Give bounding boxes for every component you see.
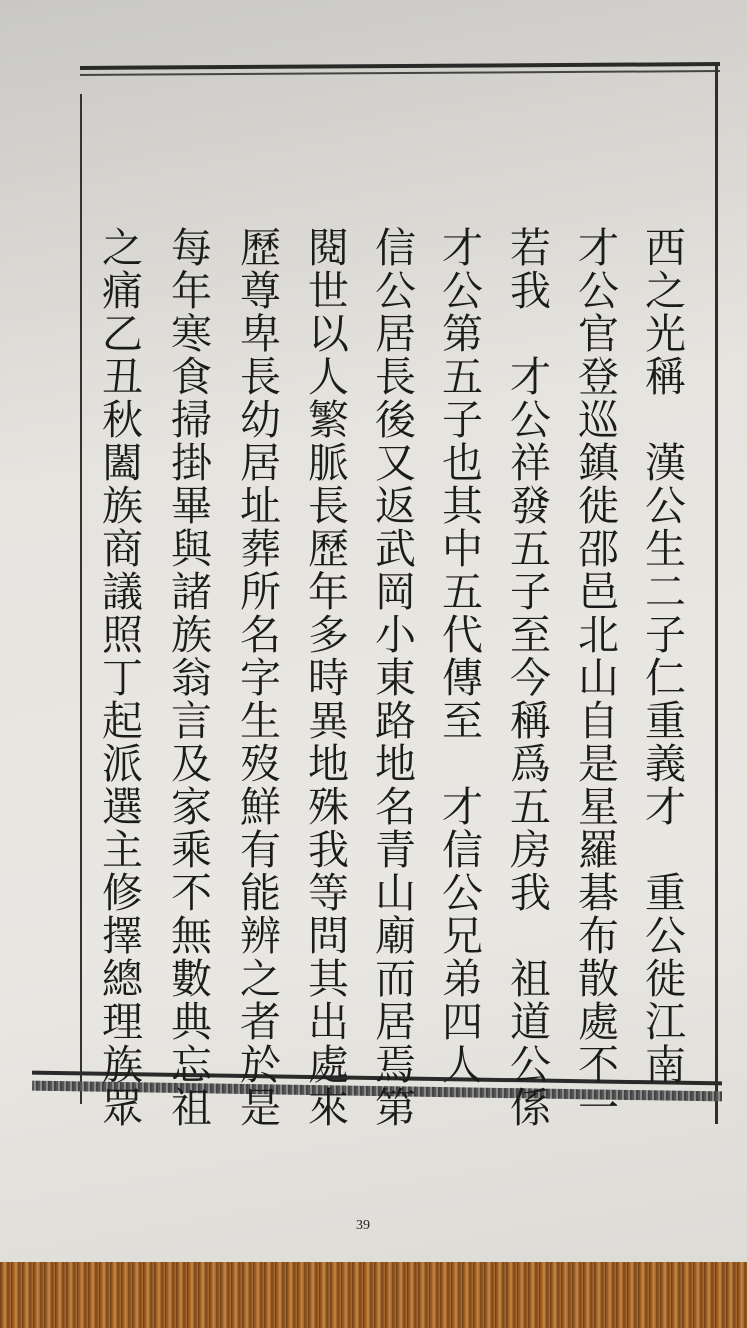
text-column-7: 歷尊卑長幼居址葬所名字生歿鮮有能辨之者於是 (233, 226, 281, 1129)
text-column-6: 閱世以人繁脈長歷年多時異地殊我等問其出處來 (301, 226, 349, 1129)
top-border-rule (80, 62, 720, 70)
text-column-9: 之痛乙丑秋闔族商議照丁起派選主修擇總理族眾 (95, 226, 143, 1129)
top-border-rule-inner (80, 70, 720, 76)
right-border-rule (715, 64, 718, 1124)
text-column-4: 才公第五子也其中五代傳至 才信公兄弟四人 (435, 226, 483, 1086)
text-column-1: 西之光稱 漢公生二子仁重義才 重公徙江南 (638, 226, 686, 1086)
text-column-5: 信公居長後又返武岡小東路地名青山廟而居焉第 (368, 226, 416, 1129)
text-column-3: 若我 才公祥發五子至今稱爲五房我 祖道公係 (503, 226, 551, 1129)
text-column-8: 每年寒食掃掛畢與諸族翁言及家乘不無數典忘祖 (164, 226, 212, 1129)
text-column-2: 才公官登巡鎮徙邵邑北山自是星羅碁布散處不一 (571, 226, 619, 1129)
wooden-desk (0, 1262, 747, 1328)
page-number: 39 (356, 1218, 370, 1233)
left-border-rule (80, 94, 82, 1104)
